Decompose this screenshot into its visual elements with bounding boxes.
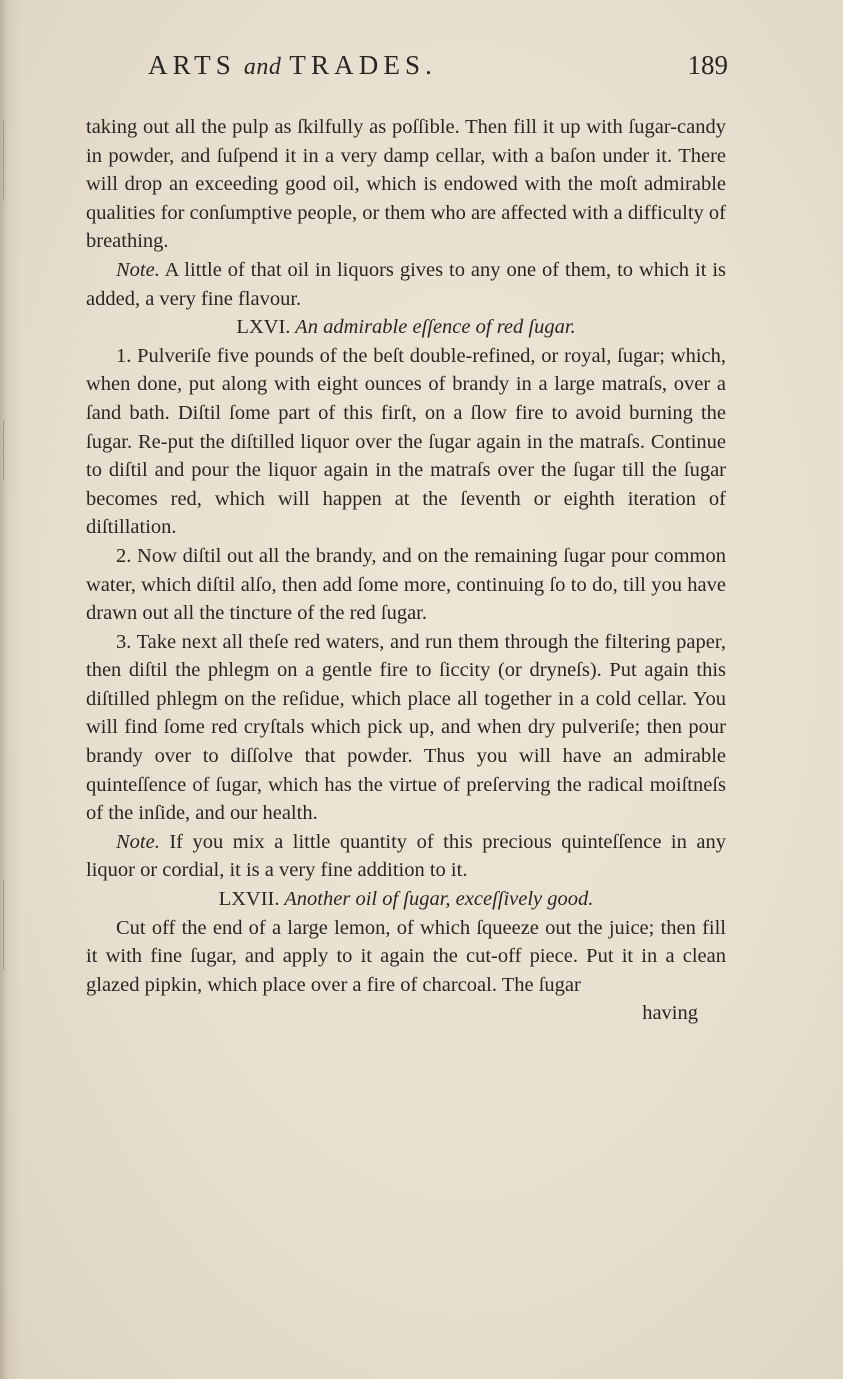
numbered-paragraph: 2. Now diſtil out all the brandy, and on the remaining ſugar pour common water, which diſtil alſo, then add ſome more, continuing ſo to do, till you have drawn out all the tincture of the red ſugar. [86, 544, 726, 625]
running-title-trades: TRADES. [289, 50, 438, 80]
note-paragraph [86, 828, 726, 885]
note-paragraph [86, 256, 726, 313]
numbered-paragraph: 3. Take next all theſe red waters, and run them through the filtering paper, then diſtil the phlegm on a gentle fire to ſiccity (or dryneſs). Put again this diſtilled phlegm on the reſidue, which place all together in a cold cellar. You will find ſome red cryſtals which pick up, and when dry pulveriſe; then pour brandy over to diſſolve that powder. Thus you will have an admirable quinteſſence of ſugar, which has the virtue of preſerving the radical moiſtneſs of the inſide, and our health. [86, 630, 726, 825]
running-title [148, 50, 437, 81]
body-text [86, 113, 726, 1028]
catchword: having [642, 1002, 698, 1025]
page-edge-mark [3, 120, 4, 200]
note-label: Note. [116, 830, 160, 853]
section-title: Another oil of ſugar, exceſſively good. [279, 888, 594, 911]
running-title-and: and [243, 54, 282, 80]
page-edge-mark [3, 880, 4, 970]
section-number: LXVI. [236, 316, 291, 339]
note-label: Note. [116, 258, 160, 281]
page-edge-mark [3, 420, 4, 480]
note-text: If you mix a little quantity of this precious quinteſſence in any liquor or cordial, it is a very fine addition to it. [86, 830, 726, 882]
page-number: 189 [687, 50, 728, 80]
section-heading [86, 885, 726, 914]
paragraph: Cut off the end of a large lemon, of which ſqueeze out the juice; then fill it with fine ſugar, and apply to it again the cut-off piece. Put it in a clean glazed pipkin, which place over a fire of charcoal. The ſugar [86, 916, 726, 996]
section-number: LXVII. [218, 888, 280, 911]
section-title: An admirable eſſence of red ſugar. [290, 316, 576, 339]
running-title-arts: ARTS [148, 50, 236, 80]
paragraph-continued: taking out all the pulp as ſkilfully as poſſible. Then fill it up with ſugar-candy in powder, and ſuſpend it in a very damp cellar, with a baſon under it. There will drop an exceeding good oil, which is endowed with the moſt admirable qualities for conſumptive people, or them who are affected with a difficulty of breathing. [86, 116, 726, 253]
numbered-paragraph: 1. Pulveriſe five pounds of the beſt double-refined, or royal, ſugar; which, when done, put along with eight ounces of brandy in a large matraſs, over a ſand bath. Diſtil ſome part of this firſt, on a ſlow fire to avoid burning the ſugar. Re-put the diſtilled liquor over the ſugar again in the matraſs. Continue to diſtil and pour the liquor again in the matraſs over the ſugar till the ſugar becomes red, which will happen at the ſeventh or eighth iteration of diſtillation. [86, 344, 726, 539]
running-header [148, 50, 728, 86]
section-heading [86, 313, 726, 342]
note-text: A little of that oil in liquors gives to any one of them, to which it is added, a very fine flavour. [86, 258, 726, 310]
